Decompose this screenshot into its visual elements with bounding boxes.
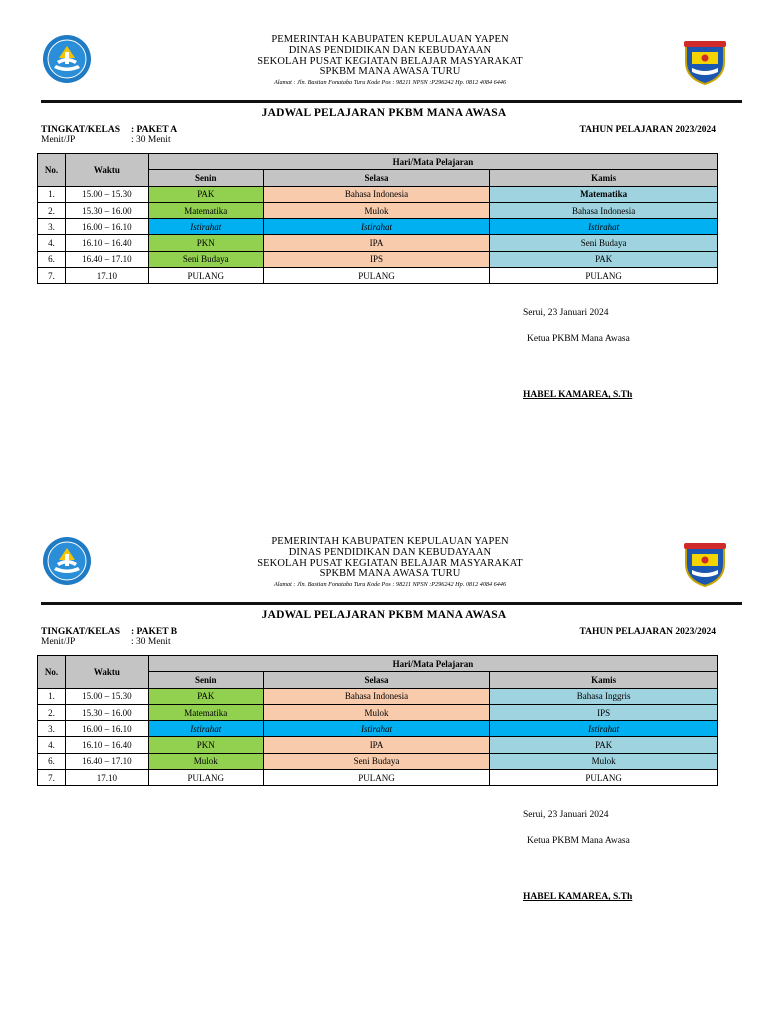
row-time: 16.00 – 16.10	[65, 219, 148, 235]
header-selasa: Selasa	[263, 170, 490, 186]
signature-name: HABEL KAMAREA, S.Th	[523, 390, 633, 400]
cell-senin: PKN	[148, 737, 263, 753]
kepulauan-yapen-crest-icon	[681, 38, 729, 86]
letterhead-address: Alamat : Jln. Bastian Fonataba Turu Kode Pos : 98211 NPSN :P296242 Hp. 0812 4084 6446	[273, 581, 507, 589]
row-number: 7.	[38, 770, 66, 786]
row-time: 16.00 – 16.10	[65, 721, 148, 737]
header-kamis: Kamis	[490, 672, 718, 688]
cell-senin: Istirahat	[148, 219, 263, 235]
cell-senin: PAK	[148, 688, 263, 704]
signature-role: Ketua PKBM Mana Awasa	[527, 836, 630, 846]
cell-kamis: Bahasa Indonesia	[490, 202, 718, 218]
letterhead-government: PEMERINTAH KABUPATEN KEPULAUAN YAPEN	[271, 536, 509, 547]
row-time: 16.10 – 16.40	[65, 737, 148, 753]
cell-selasa: IPS	[263, 251, 490, 267]
cell-selasa: Istirahat	[263, 219, 490, 235]
schedule-table	[37, 153, 718, 284]
cell-selasa: Bahasa Indonesia	[263, 688, 490, 704]
schedule-row	[38, 186, 718, 202]
schedule-row	[38, 753, 718, 769]
schedule-row	[38, 268, 718, 284]
cell-senin: Matematika	[148, 202, 263, 218]
schedule-row	[38, 688, 718, 704]
cell-selasa: PULANG	[263, 268, 490, 284]
menit-value: : 30 Menit	[131, 637, 171, 647]
cell-kamis: PULANG	[490, 770, 718, 786]
letterhead-department: DINAS PENDIDIKAN DAN KEBUDAYAAN	[288, 44, 492, 56]
class-info	[41, 627, 177, 647]
row-number: 3.	[38, 721, 66, 737]
schedule-row	[38, 704, 718, 720]
row-number: 6.	[38, 753, 66, 769]
row-time: 16.40 – 17.10	[65, 753, 148, 769]
header-selasa: Selasa	[263, 672, 490, 688]
row-time: 15.00 – 15.30	[65, 186, 148, 202]
cell-kamis: Istirahat	[490, 219, 718, 235]
row-number: 4.	[38, 737, 66, 753]
tingkat-value: : PAKET A	[131, 125, 178, 135]
cell-kamis: PULANG	[490, 268, 718, 284]
cell-kamis: PAK	[490, 251, 718, 267]
cell-kamis: Bahasa Inggris	[490, 688, 718, 704]
header-no: No.	[38, 656, 66, 689]
header-hari-mata-pelajaran: Hari/Mata Pelajaran	[148, 656, 717, 672]
tingkat-label: TINGKAT/KELAS	[41, 627, 121, 637]
schedule-row	[38, 770, 718, 786]
document-title: JADWAL PELAJARAN PKBM MANA AWASA	[261, 107, 507, 119]
cell-selasa: Bahasa Indonesia	[263, 186, 490, 202]
letterhead	[140, 537, 640, 590]
letterhead-divider	[41, 602, 742, 605]
cell-senin: Istirahat	[148, 721, 263, 737]
letterhead-school-name: SPKBM MANA AWASA TURU	[319, 568, 461, 580]
cell-selasa: PULANG	[263, 770, 490, 786]
cell-kamis: IPS	[490, 704, 718, 720]
cell-selasa: Mulok	[263, 704, 490, 720]
cell-selasa: Istirahat	[263, 721, 490, 737]
signature-date: Serui, 23 Januari 2024	[523, 308, 609, 318]
row-number: 2.	[38, 202, 66, 218]
row-time: 16.40 – 17.10	[65, 251, 148, 267]
cell-senin: Matematika	[148, 704, 263, 720]
document-title: JADWAL PELAJARAN PKBM MANA AWASA	[261, 609, 507, 621]
row-number: 7.	[38, 268, 66, 284]
menit-label: Menit/JP	[41, 135, 76, 145]
letterhead-department: DINAS PENDIDIKAN DAN KEBUDAYAAN	[288, 546, 492, 558]
cell-kamis: PAK	[490, 737, 718, 753]
letterhead-school-name: SPKBM MANA AWASA TURU	[319, 66, 461, 78]
letterhead-government: PEMERINTAH KABUPATEN KEPULAUAN YAPEN	[271, 34, 509, 45]
cell-selasa: Mulok	[263, 202, 490, 218]
schedule-sheet	[0, 532, 768, 1024]
row-number: 1.	[38, 186, 66, 202]
row-time: 17.10	[65, 268, 148, 284]
cell-selasa: IPA	[263, 737, 490, 753]
tingkat-label: TINGKAT/KELAS	[41, 125, 121, 135]
schedule-row	[38, 721, 718, 737]
row-number: 4.	[38, 235, 66, 251]
cell-senin: PULANG	[148, 268, 263, 284]
header-senin: Senin	[148, 170, 263, 186]
cell-selasa: IPA	[263, 235, 490, 251]
schedule-body	[38, 186, 718, 284]
academic-year: TAHUN PELAJARAN 2023/2024	[579, 125, 716, 135]
letterhead-address: Alamat : Jln. Bastian Fonataba Turu Kode Pos : 98211 NPSN :P296242 Hp. 0812 4084 6446	[273, 79, 507, 87]
menit-label: Menit/JP	[41, 637, 76, 647]
schedule-row	[38, 251, 718, 267]
schedule-table	[37, 655, 718, 786]
letterhead-school-type: SEKOLAH PUSAT KEGIATAN BELAJAR MASYARAKAT	[257, 557, 523, 569]
header-no: No.	[38, 154, 66, 187]
cell-senin: PKN	[148, 235, 263, 251]
row-time: 15.30 – 16.00	[65, 202, 148, 218]
cell-senin: PAK	[148, 186, 263, 202]
cell-senin: PULANG	[148, 770, 263, 786]
tingkat-value: : PAKET B	[131, 627, 178, 637]
tut-wuri-handayani-logo	[42, 34, 92, 84]
cell-kamis: Istirahat	[490, 721, 718, 737]
academic-year: TAHUN PELAJARAN 2023/2024	[579, 627, 716, 637]
header-waktu: Waktu	[65, 154, 148, 187]
row-time: 15.00 – 15.30	[65, 688, 148, 704]
cell-selasa: Seni Budaya	[263, 753, 490, 769]
menit-value: : 30 Menit	[131, 135, 171, 145]
kepulauan-yapen-crest-icon	[681, 540, 729, 588]
row-time: 15.30 – 16.00	[65, 704, 148, 720]
header-senin: Senin	[148, 672, 263, 688]
tut-wuri-handayani-logo	[42, 536, 92, 586]
schedule-sheet	[0, 30, 768, 530]
schedule-row	[38, 235, 718, 251]
schedule-row	[38, 219, 718, 235]
signature-role: Ketua PKBM Mana Awasa	[527, 334, 630, 344]
cell-senin: Mulok	[148, 753, 263, 769]
row-number: 6.	[38, 251, 66, 267]
row-number: 1.	[38, 688, 66, 704]
cell-kamis: Matematika	[490, 186, 718, 202]
letterhead-divider	[41, 100, 742, 103]
row-number: 3.	[38, 219, 66, 235]
class-info	[41, 125, 177, 145]
cell-senin: Seni Budaya	[148, 251, 263, 267]
row-number: 2.	[38, 704, 66, 720]
signature-name: HABEL KAMAREA, S.Th	[523, 892, 633, 902]
letterhead	[140, 35, 640, 88]
row-time: 16.10 – 16.40	[65, 235, 148, 251]
cell-kamis: Mulok	[490, 753, 718, 769]
schedule-body	[38, 688, 718, 786]
signature-date: Serui, 23 Januari 2024	[523, 810, 609, 820]
cell-kamis: Seni Budaya	[490, 235, 718, 251]
letterhead-school-type: SEKOLAH PUSAT KEGIATAN BELAJAR MASYARAKAT	[257, 55, 523, 67]
header-waktu: Waktu	[65, 656, 148, 689]
header-kamis: Kamis	[490, 170, 718, 186]
header-hari-mata-pelajaran: Hari/Mata Pelajaran	[148, 154, 717, 170]
row-time: 17.10	[65, 770, 148, 786]
schedule-row	[38, 737, 718, 753]
schedule-row	[38, 202, 718, 218]
